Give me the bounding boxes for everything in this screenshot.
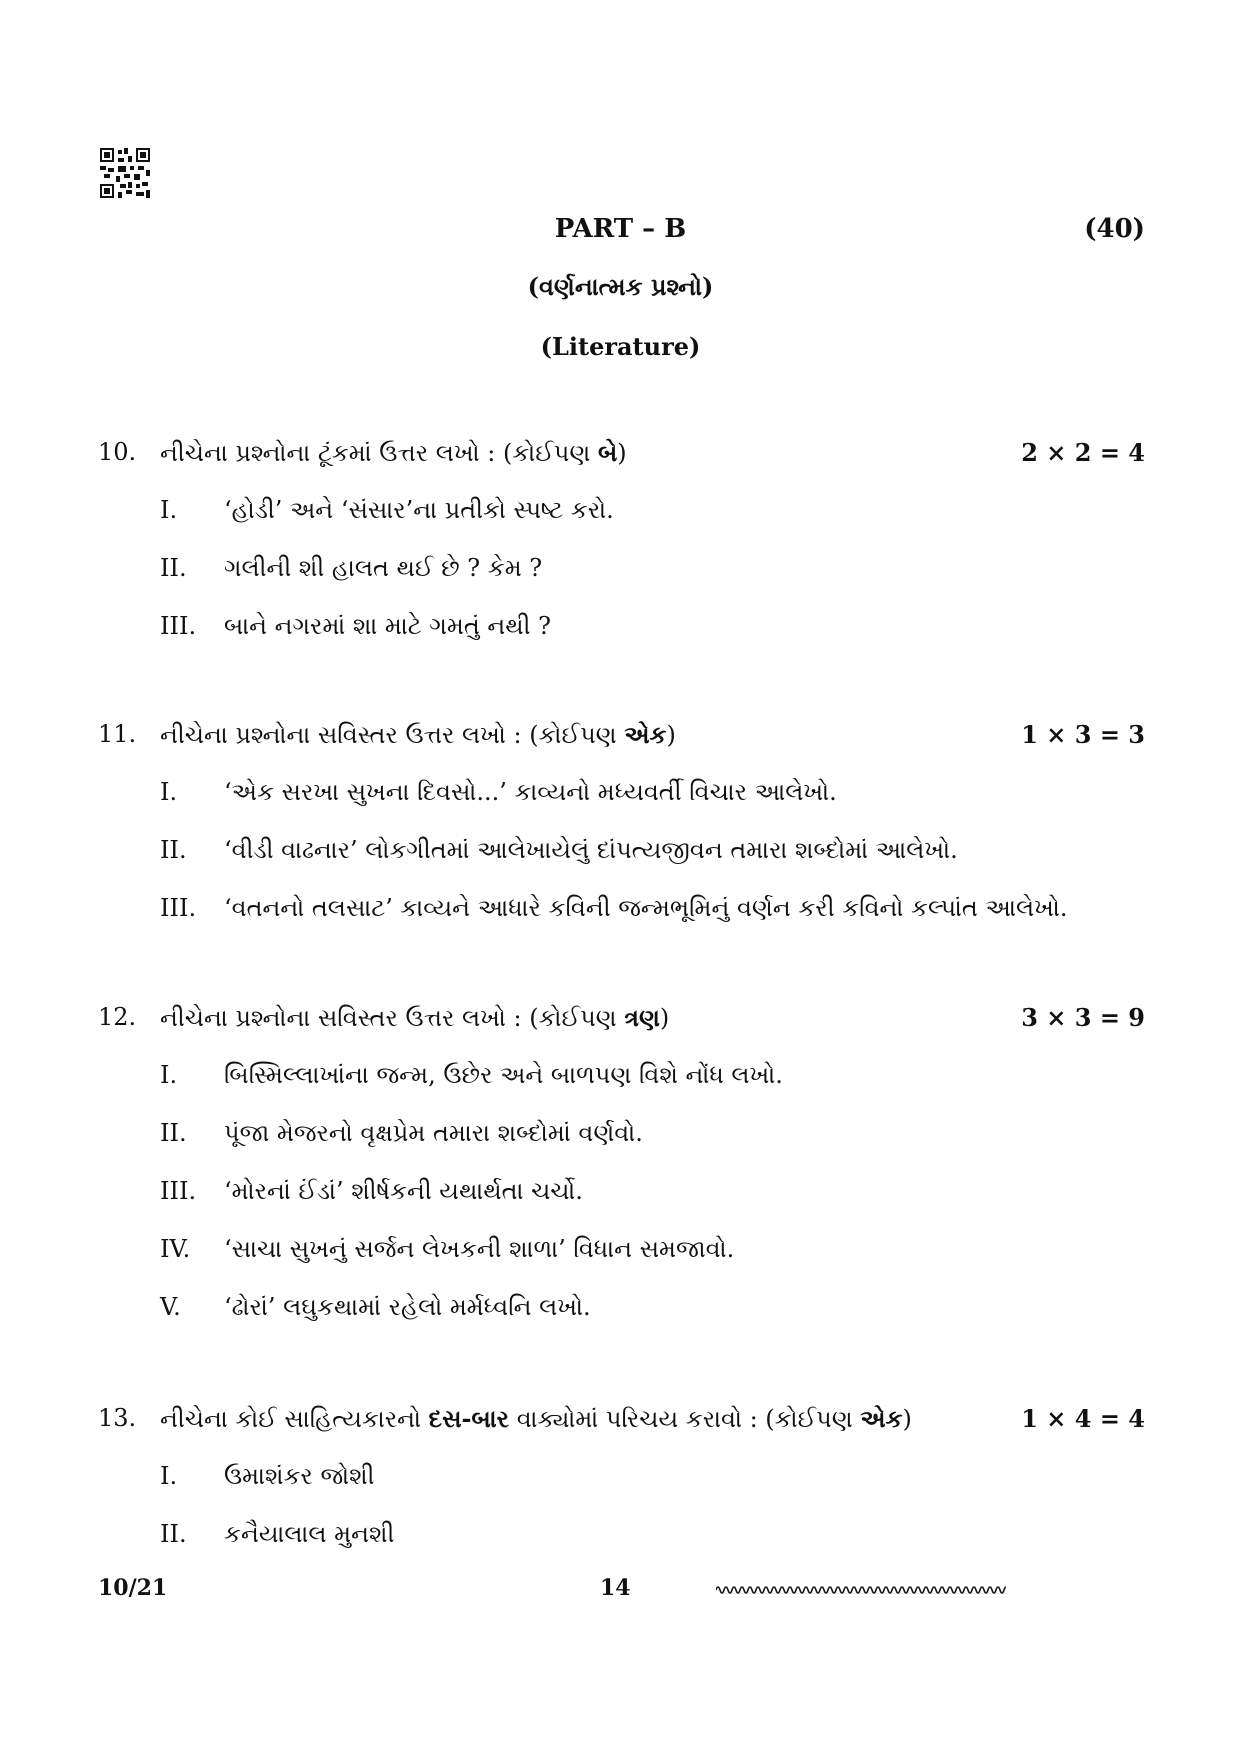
subtitle-english: (Literature) xyxy=(540,332,701,361)
question-text: નીચેના પ્રશ્નોના ટૂંકમાં ઉત્તર લખો : (કોઈપણ બે) xyxy=(160,438,627,467)
part-title: PART – B xyxy=(554,214,687,244)
question-marks: 3 × 3 = 9 xyxy=(1021,1003,1145,1032)
option-item: II. કનૈયાલાલ મુનશી xyxy=(160,1520,395,1548)
option-item: III. બાને નગરમાં શા માટે ગમતું નથી ? xyxy=(160,612,552,640)
option-item: I. ‘એક સરખા સુખના દિવસો...’ કાવ્યનો મધ્યવર્તી વિચાર આલેખો. xyxy=(160,778,837,806)
option-item: III. ‘વતનનો તલસાટ’ કાવ્યને આધારે કવિની જન્મભૂમિનું વર્ણન કરી કવિનો કલ્પાંત આલેખો. xyxy=(160,894,1068,922)
option-item: II. ‘વીડી વાઢનાર’ લોકગીતમાં આલેખાયેલું દાંપત્યજીવન તમારા શબ્દોમાં આલેખો. xyxy=(160,836,958,864)
option-item: III. ‘મોરનાં ઈંડાં’ શીર્ષકની યથાર્થતા ચર્ચો. xyxy=(160,1177,583,1205)
question-number: 11. xyxy=(98,720,137,748)
page-number: 14 xyxy=(600,1575,631,1601)
question-number: 10. xyxy=(98,438,137,466)
question-marks: 1 × 4 = 4 xyxy=(1021,1404,1145,1433)
question-text: નીચેના પ્રશ્નોના સવિસ્તર ઉત્તર લખો : (કોઈપણ એક) xyxy=(160,720,676,749)
question-marks: 1 × 3 = 3 xyxy=(1021,720,1145,749)
option-item: I. બિસ્મિલ્લાખાંના જન્મ, ઉછેર અને બાળપણ વિશે નોંધ લખો. xyxy=(160,1061,783,1089)
option-item: I. ‘હોડી’ અને ‘સંસાર’ના પ્રતીકો સ્પષ્ટ કરો. xyxy=(160,496,614,524)
total-marks: (40) xyxy=(1084,214,1145,244)
wavy-line-icon xyxy=(716,1584,1006,1596)
option-item: V. ‘ઢોરાં’ લઘુકથામાં રહેલો મર્મધ્વનિ લખો. xyxy=(160,1293,591,1321)
question-text: નીચેના કોઈ સાહિત્યકારનો દસ-બાર વાક્યોમાં પરિચય કરાવો : (કોઈપણ એક) xyxy=(160,1404,912,1433)
question-10 xyxy=(98,438,1145,670)
question-number: 13. xyxy=(98,1404,137,1432)
question-12 xyxy=(98,1003,1145,1351)
paper-code: 10/21 xyxy=(98,1575,168,1601)
question-marks: 2 × 2 = 4 xyxy=(1021,438,1145,467)
option-item: II. ગલીની શી હાલત થઈ છે ? કેમ ? xyxy=(160,554,543,582)
question-11 xyxy=(98,720,1145,952)
subtitle-gujarati: (વર્ણનાત્મક પ્રશ્નો) xyxy=(527,272,714,301)
question-number: 12. xyxy=(98,1003,137,1031)
option-item: IV. ‘સાચા સુખનું સર્જન લેખકની શાળા’ વિધાન સમજાવો. xyxy=(160,1235,735,1263)
qr-code-icon xyxy=(100,148,150,198)
option-item: II. પૂંજા મેજરનો વૃક્ષપ્રેમ તમારા શબ્દોમાં વર્ણવો. xyxy=(160,1119,643,1147)
question-text: નીચેના પ્રશ્નોના સવિસ્તર ઉત્તર લખો : (કોઈપણ ત્રણ) xyxy=(160,1003,670,1032)
question-13 xyxy=(98,1404,1145,1578)
option-item: I. ઉમાશંકર જોશી xyxy=(160,1462,375,1490)
